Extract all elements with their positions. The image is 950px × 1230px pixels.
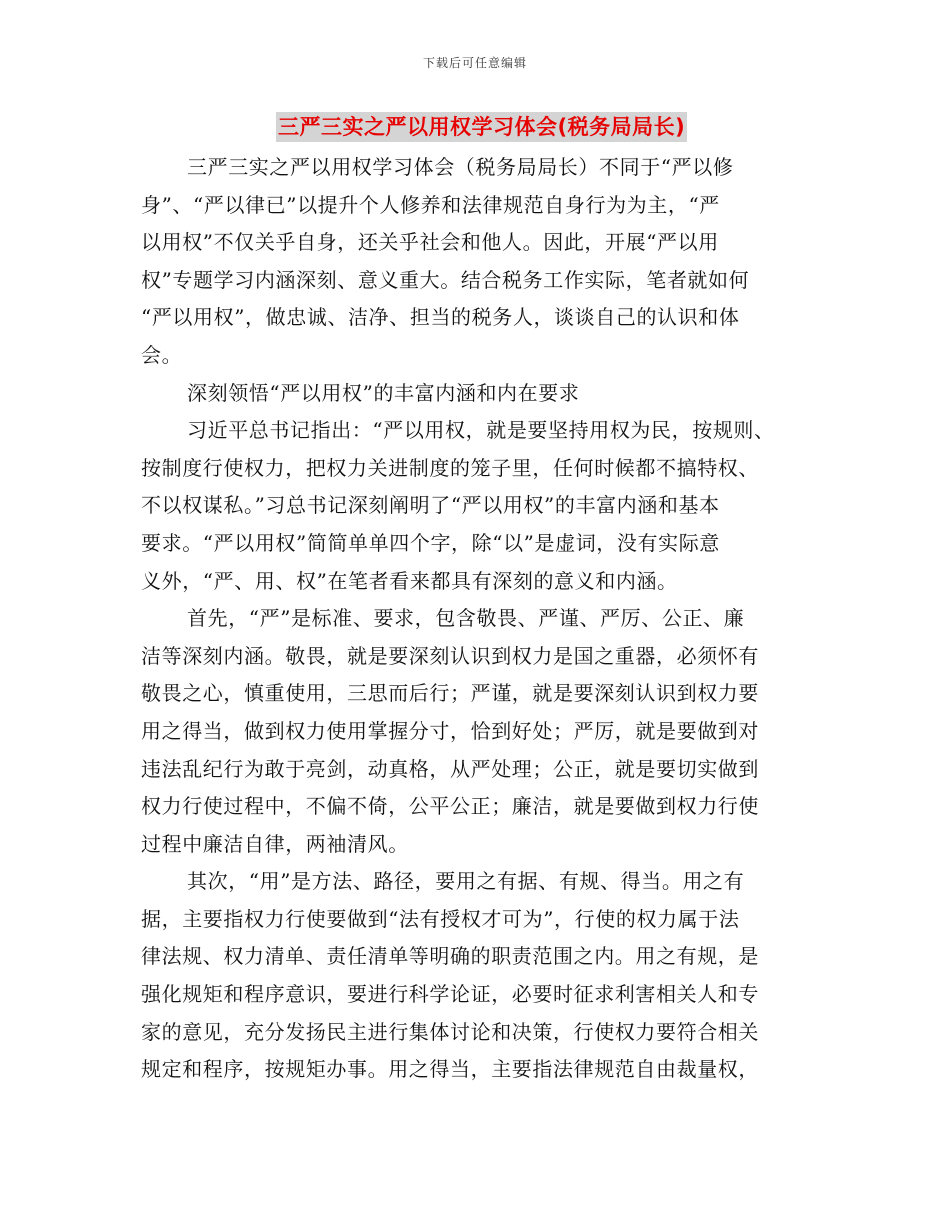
text-line: 按制度行使权力，把权力关进制度的笼子里，任何时候都不搞特权、 <box>141 455 759 480</box>
text-line: 以用权”不仅关乎自身，还关乎社会和他人。因此，开展“严以用 <box>141 230 719 255</box>
text-line: 习近平总书记指出：“严以用权，就是要坚持用权为民，按规则、 <box>187 418 775 443</box>
text-line: 不以权谋私。”习总书记深刻阐明了“严以用权”的丰富内涵和基本 <box>141 493 720 518</box>
text-line: 义外，“严、用、权”在笔者看来都具有深刻的意义和内涵。 <box>141 568 678 593</box>
text-line: 强化规矩和程序意识，要进行科学论证，必要时征求利害相关人和专 <box>141 982 759 1007</box>
text-line: 规定和程序，按规矩办事。用之得当，主要指法律规范自由裁量权， <box>141 1057 759 1082</box>
text-line: 首先，“严”是标准、要求，包含敬畏、严谨、严厉、公正、廉 <box>187 606 745 631</box>
text-line: 要求。“严以用权”简简单单四个字，除“以”是虚词，没有实际意 <box>141 530 720 555</box>
text-line: 身”、“严以律已”以提升个人修养和法律规范自身行为为主，“严 <box>141 192 720 217</box>
text-line: 敬畏之心，慎重使用，三思而后行；严谨，就是要深刻认识到权力要 <box>141 681 759 706</box>
document-body <box>141 149 809 1089</box>
text-line: 据，主要指权力行使要做到“法有授权才可为”，行使的权力属于法 <box>141 906 740 931</box>
text-line: 其次，“用”是方法、路径，要用之有据、有规、得当。用之有 <box>187 869 745 894</box>
text-line: 洁等深刻内涵。敬畏，就是要深刻认识到权力是国之重器，必须怀有 <box>141 643 759 668</box>
document-title: 三严三实之严以用权学习体会(税务局局长) <box>278 115 686 139</box>
header-note: 下载后可任意编辑 <box>422 56 527 70</box>
text-line: 家的意见，充分发扬民主进行集体讨论和决策，行使权力要符合相关 <box>141 1019 759 1044</box>
text-line: 权力行使过程中，不偏不倚，公平公正；廉洁，就是要做到权力行使 <box>141 794 759 819</box>
text-line: 深刻领悟“严以用权”的丰富内涵和内在要求 <box>187 380 580 405</box>
text-line: 权”专题学习内涵深刻、意义重大。结合税务工作实际，笔者就如何 <box>141 267 750 292</box>
title-highlight <box>276 112 687 142</box>
text-line: 违法乱纪行为敢于亮剑，动真格，从严处理；公正，就是要切实做到 <box>141 756 759 781</box>
text-line: 三严三实之严以用权学习体会（税务局局长）不同于“严以修 <box>187 155 734 179</box>
text-line: 会。 <box>141 342 183 367</box>
text-line: “严以用权”，做忠诚、洁净、担当的税务人，谈谈自己的认识和体 <box>141 305 740 330</box>
text-line: 用之得当，做到权力使用掌握分寸，恰到好处；严厉，就是要做到对 <box>141 718 759 743</box>
text-line: 律法规、权力清单、责任清单等明确的职责范围之内。用之有规，是 <box>141 944 759 969</box>
text-line: 过程中廉洁自律，两袖清风。 <box>141 831 409 856</box>
